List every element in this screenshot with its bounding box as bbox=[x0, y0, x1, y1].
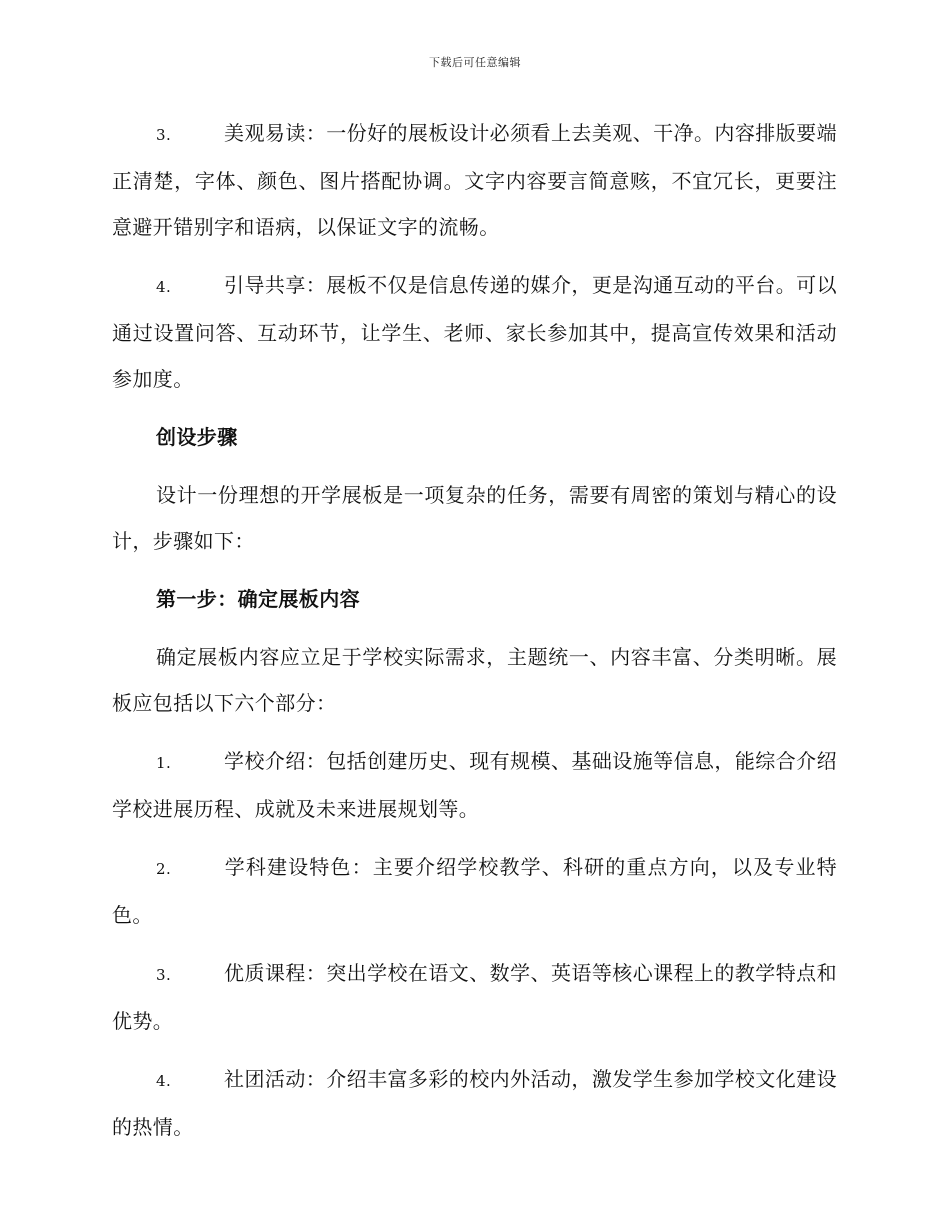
list-item-text: 美观易读：一份好的展板设计必须看上去美观、干净。内容排版要端正清楚，字体、颜色、图片搭配协调。文字内容要言简意赅，不宜冗长，更要注意避开错别字和语病，以保证文字的流畅。 bbox=[112, 121, 837, 239]
list-number: 4. bbox=[156, 1072, 172, 1090]
list-item bbox=[112, 110, 837, 250]
list-number: 2. bbox=[156, 860, 172, 878]
list-item-text: 学校介绍：包括创建历史、现有规模、基础设施等信息，能综合介绍学校进展历程、成就及未来进展规划等。 bbox=[112, 749, 837, 821]
list-number: 4. bbox=[156, 278, 172, 296]
page-header: 下载后可任意编辑 bbox=[429, 56, 521, 69]
subsection-heading: 第一步：确定展板内容 bbox=[156, 587, 360, 611]
list-number: 3. bbox=[156, 126, 172, 144]
list-number: 3. bbox=[156, 966, 172, 984]
list-item bbox=[112, 950, 837, 1044]
body-paragraph: 设计一份理想的开学展板是一项复杂的任务，需要有周密的策划与精心的设计，步骤如下： bbox=[112, 483, 837, 553]
list-item bbox=[112, 844, 837, 938]
list-item-text: 引导共享：展板不仅是信息传递的媒介，更是沟通互动的平台。可以通过设置问答、互动环节，让学生、老师、家长参加其中，提高宣传效果和活动参加度。 bbox=[112, 273, 837, 391]
document-body bbox=[112, 110, 837, 1162]
section-heading: 创设步骤 bbox=[156, 425, 238, 449]
list-item-text: 社团活动：介绍丰富多彩的校内外活动，激发学生参加学校文化建设的热情。 bbox=[112, 1067, 837, 1139]
list-item-text: 学科建设特色：主要介绍学校教学、科研的重点方向，以及专业特色。 bbox=[112, 855, 837, 927]
list-number: 1. bbox=[156, 754, 172, 772]
body-paragraph: 确定展板内容应立足于学校实际需求，主题统一、内容丰富、分类明晰。展板应包括以下六个部分： bbox=[112, 645, 837, 715]
list-item bbox=[112, 738, 837, 832]
list-item bbox=[112, 262, 837, 402]
list-item bbox=[112, 1056, 837, 1150]
list-item-text: 优质课程：突出学校在语文、数学、英语等核心课程上的教学特点和优势。 bbox=[112, 961, 837, 1033]
